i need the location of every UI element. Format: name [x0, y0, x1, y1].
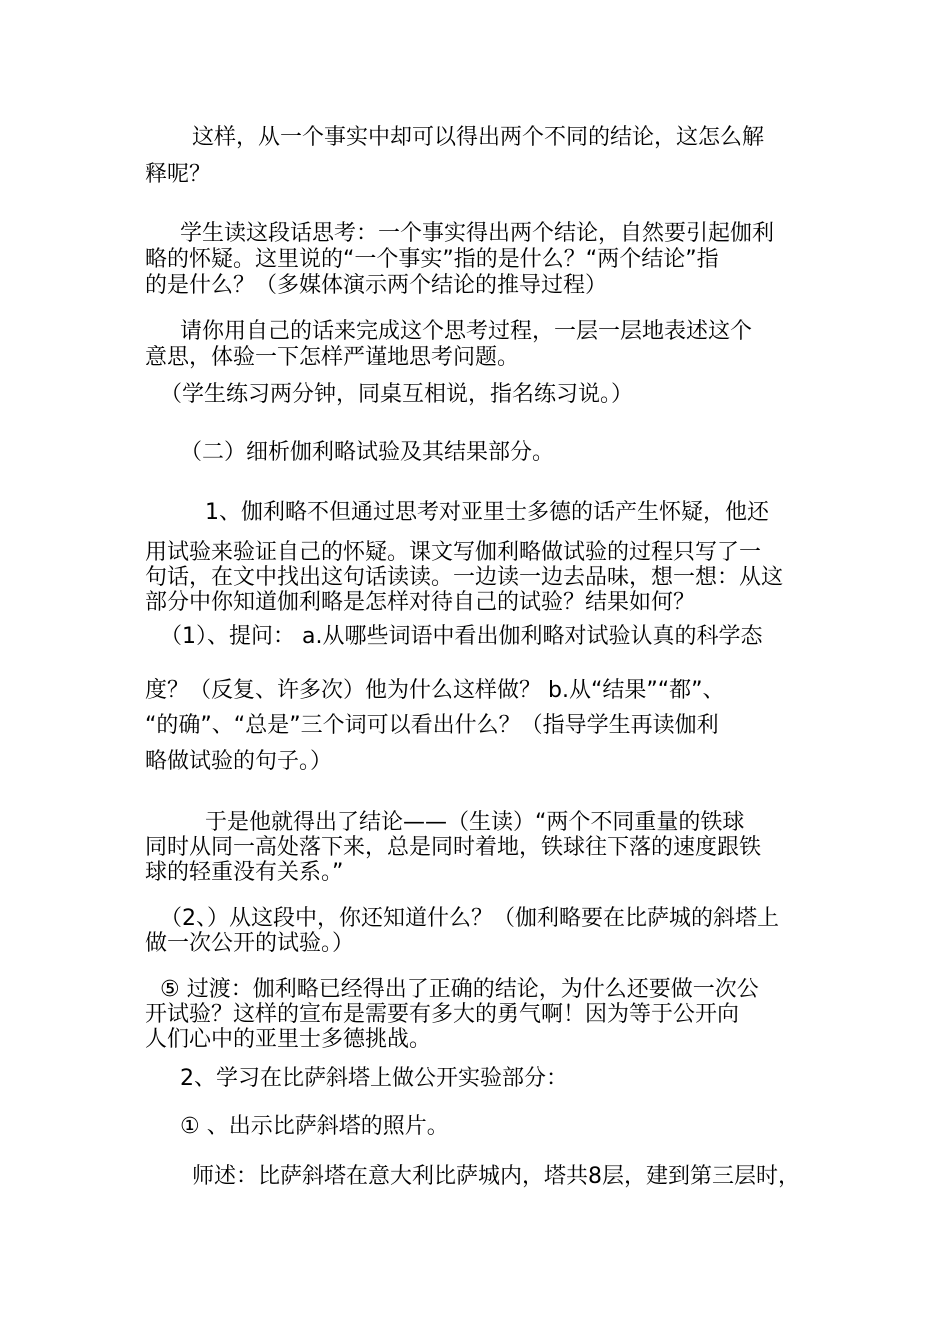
text-line: 球的轻重没有关系。” [145, 860, 344, 885]
text-line: 于是他就得出了结论——（生读）“两个不同重量的铁球 [205, 810, 745, 835]
text-line: 的是什么？（多媒体演示两个结论的推导过程） [145, 273, 608, 298]
text-line: 略做试验的句子。） [145, 749, 333, 774]
section-heading: （二）细析伽利略试验及其结果部分。 [180, 440, 555, 465]
text-line: 度？（反复、许多次）他为什么这样做？ b.从“结果”“都”、 [145, 678, 725, 703]
section-heading: 2、学习在比萨斜塔上做公开实验部分： [180, 1066, 568, 1091]
text-line: 请你用自己的话来完成这个思考过程，一层一层地表述这个 [180, 319, 753, 344]
text-line: （2、）从这段中，你还知道什么？（伽利略要在比萨城的斜塔上 [160, 906, 779, 931]
text-line: 1、伽利略不但通过思考对亚里士多德的话产生怀疑，他还 [205, 500, 769, 525]
text-line: 意思，体验一下怎样严谨地思考问题。 [145, 345, 520, 370]
text-line: 同时从同一高处落下来，总是同时着地，铁球往下落的速度跟铁 [145, 835, 762, 860]
text-line: （学生练习两分钟，同桌互相说，指名练习说。） [160, 382, 634, 407]
text-line: ① 、出示比萨斜塔的照片。 [180, 1114, 449, 1139]
text-line: 人们心中的亚里士多德挑战。 [145, 1027, 432, 1052]
text-line: 这样，从一个事实中却可以得出两个不同的结论，这怎么解 [192, 125, 765, 150]
text-line: 做一次公开的试验。） [145, 931, 355, 956]
text-line: 句话，在文中找出这句话读读。一边读一边去品味，想一想：从这 [145, 565, 784, 590]
text-line: 释呢？ [145, 162, 212, 187]
text-line: “的确”、“总是”三个词可以看出什么？（指导学生再读伽利 [145, 713, 719, 738]
text-line: 略的怀疑。这里说的“一个事实”指的是什么？“两个结论”指 [145, 247, 719, 272]
text-line: 师述：比萨斜塔在意大利比萨城内，塔共8层，建到第三层时， [192, 1164, 800, 1189]
text-line: （1）、提问： a.从哪些词语中看出伽利略对试验认真的科学态 [160, 624, 763, 649]
text-line: 开试验？这样的宣布是需要有多大的勇气啊！因为等于公开向 [145, 1002, 740, 1027]
text-line: 部分中你知道伽利略是怎样对待自己的试验？结果如何？ [145, 590, 696, 615]
text-line: 学生读这段话思考：一个事实得出两个结论，自然要引起伽利 [180, 221, 775, 246]
text-line: 用试验来验证自己的怀疑。课文写伽利略做试验的过程只写了一 [145, 540, 762, 565]
text-line: ⑤ 过渡：伽利略已经得出了正确的结论，为什么还要做一次公 [160, 977, 759, 1002]
